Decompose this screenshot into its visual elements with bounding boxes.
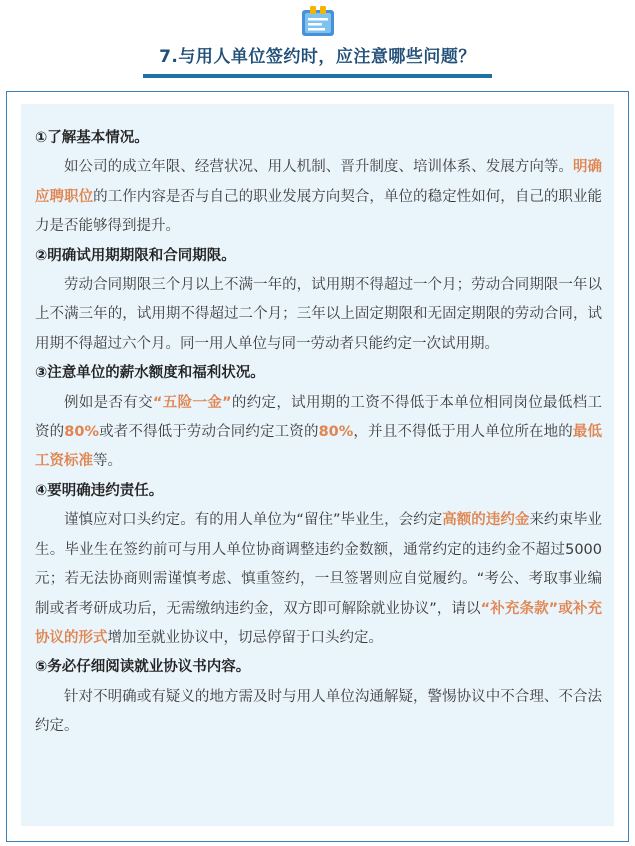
- title-underline: [143, 74, 492, 78]
- highlight-text: 80%: [64, 424, 99, 441]
- section-paragraph: [35, 271, 602, 359]
- section-paragraph: [35, 683, 602, 742]
- section-heading: ②明确试用期期限和合同期限。: [35, 247, 236, 264]
- section-heading: ⑤务必仔细阅读就业协议书内容。: [35, 659, 251, 676]
- article-body: [35, 124, 602, 742]
- highlight-text: 明确应聘职位: [35, 159, 603, 205]
- page-title: 7.与用人单位签约时，应注意哪些问题？: [159, 47, 476, 67]
- body-text: ，并且不得低于用人单位所在地的: [353, 424, 573, 441]
- body-text: 的约定，试用期的工资不得低于本单位相同岗位最低档工资的: [35, 394, 603, 441]
- body-text: 如公司的成立年限、经营状况、用人机制、晋升制度、培训体系、发展方向等。: [64, 159, 573, 176]
- section-heading: ④要明确违约责任。: [35, 482, 164, 499]
- section-heading: ①了解基本情况。: [35, 130, 149, 146]
- body-text: 的工作内容是否与自己的职业发展方向契合，单位的稳定性如何，自己的职业能力是否能够得到提升。: [35, 188, 603, 235]
- body-text: 或者不得低于劳动合同约定工资的: [98, 424, 319, 441]
- body-text: 谨慎应对口头约定。有的用人单位为“留住”毕业生，会约定: [64, 512, 443, 529]
- body-text: 增加至就业协议中，切忌停留于口头约定。: [107, 629, 383, 646]
- section-paragraph: [35, 389, 602, 477]
- body-text: 例如是否有交: [64, 394, 153, 411]
- document-icon: [301, 4, 335, 38]
- body-text: 针对不明确或有疑义的地方需及时与用人单位沟通解疑，警惕协议中不合理、不合法约定。: [35, 688, 602, 735]
- highlight-text: 高额的违约金: [442, 512, 530, 529]
- section-paragraph: [35, 153, 602, 241]
- body-text: 等。: [93, 453, 122, 470]
- section-heading: ③注意单位的薪水额度和福利状况。: [35, 365, 265, 382]
- body-text: 来约束毕业生。毕业生在签约前可与用人单位协商调整违约金数额，通常约定的违约金不超过5000元；若无法协商则需谨慎考虑、慎重签约，一旦签署则应自觉履约。“考公、考取事业编制或者考研成功后，无需缴纳违约金，双方即可解除就业协议”，请以: [35, 512, 603, 617]
- highlight-text: “五险一金”: [152, 394, 232, 411]
- highlight-text: “补充条款”或补充协议的形式: [35, 600, 603, 646]
- body-text: 劳动合同期限三个月以上不满一年的，试用期不得超过一个月；劳动合同期限一年以上不满三年的，试用期不得超过二个月；三年以上固定期限和无固定期限的劳动合同，试用期不得超过六个月。同一用人单位与同一劳动者只能约定一次试用期。: [35, 277, 602, 352]
- section-paragraph: [35, 506, 602, 653]
- highlight-text: 最低工资标准: [35, 424, 603, 470]
- header: [0, 0, 635, 82]
- highlight-text: 80%: [318, 424, 354, 441]
